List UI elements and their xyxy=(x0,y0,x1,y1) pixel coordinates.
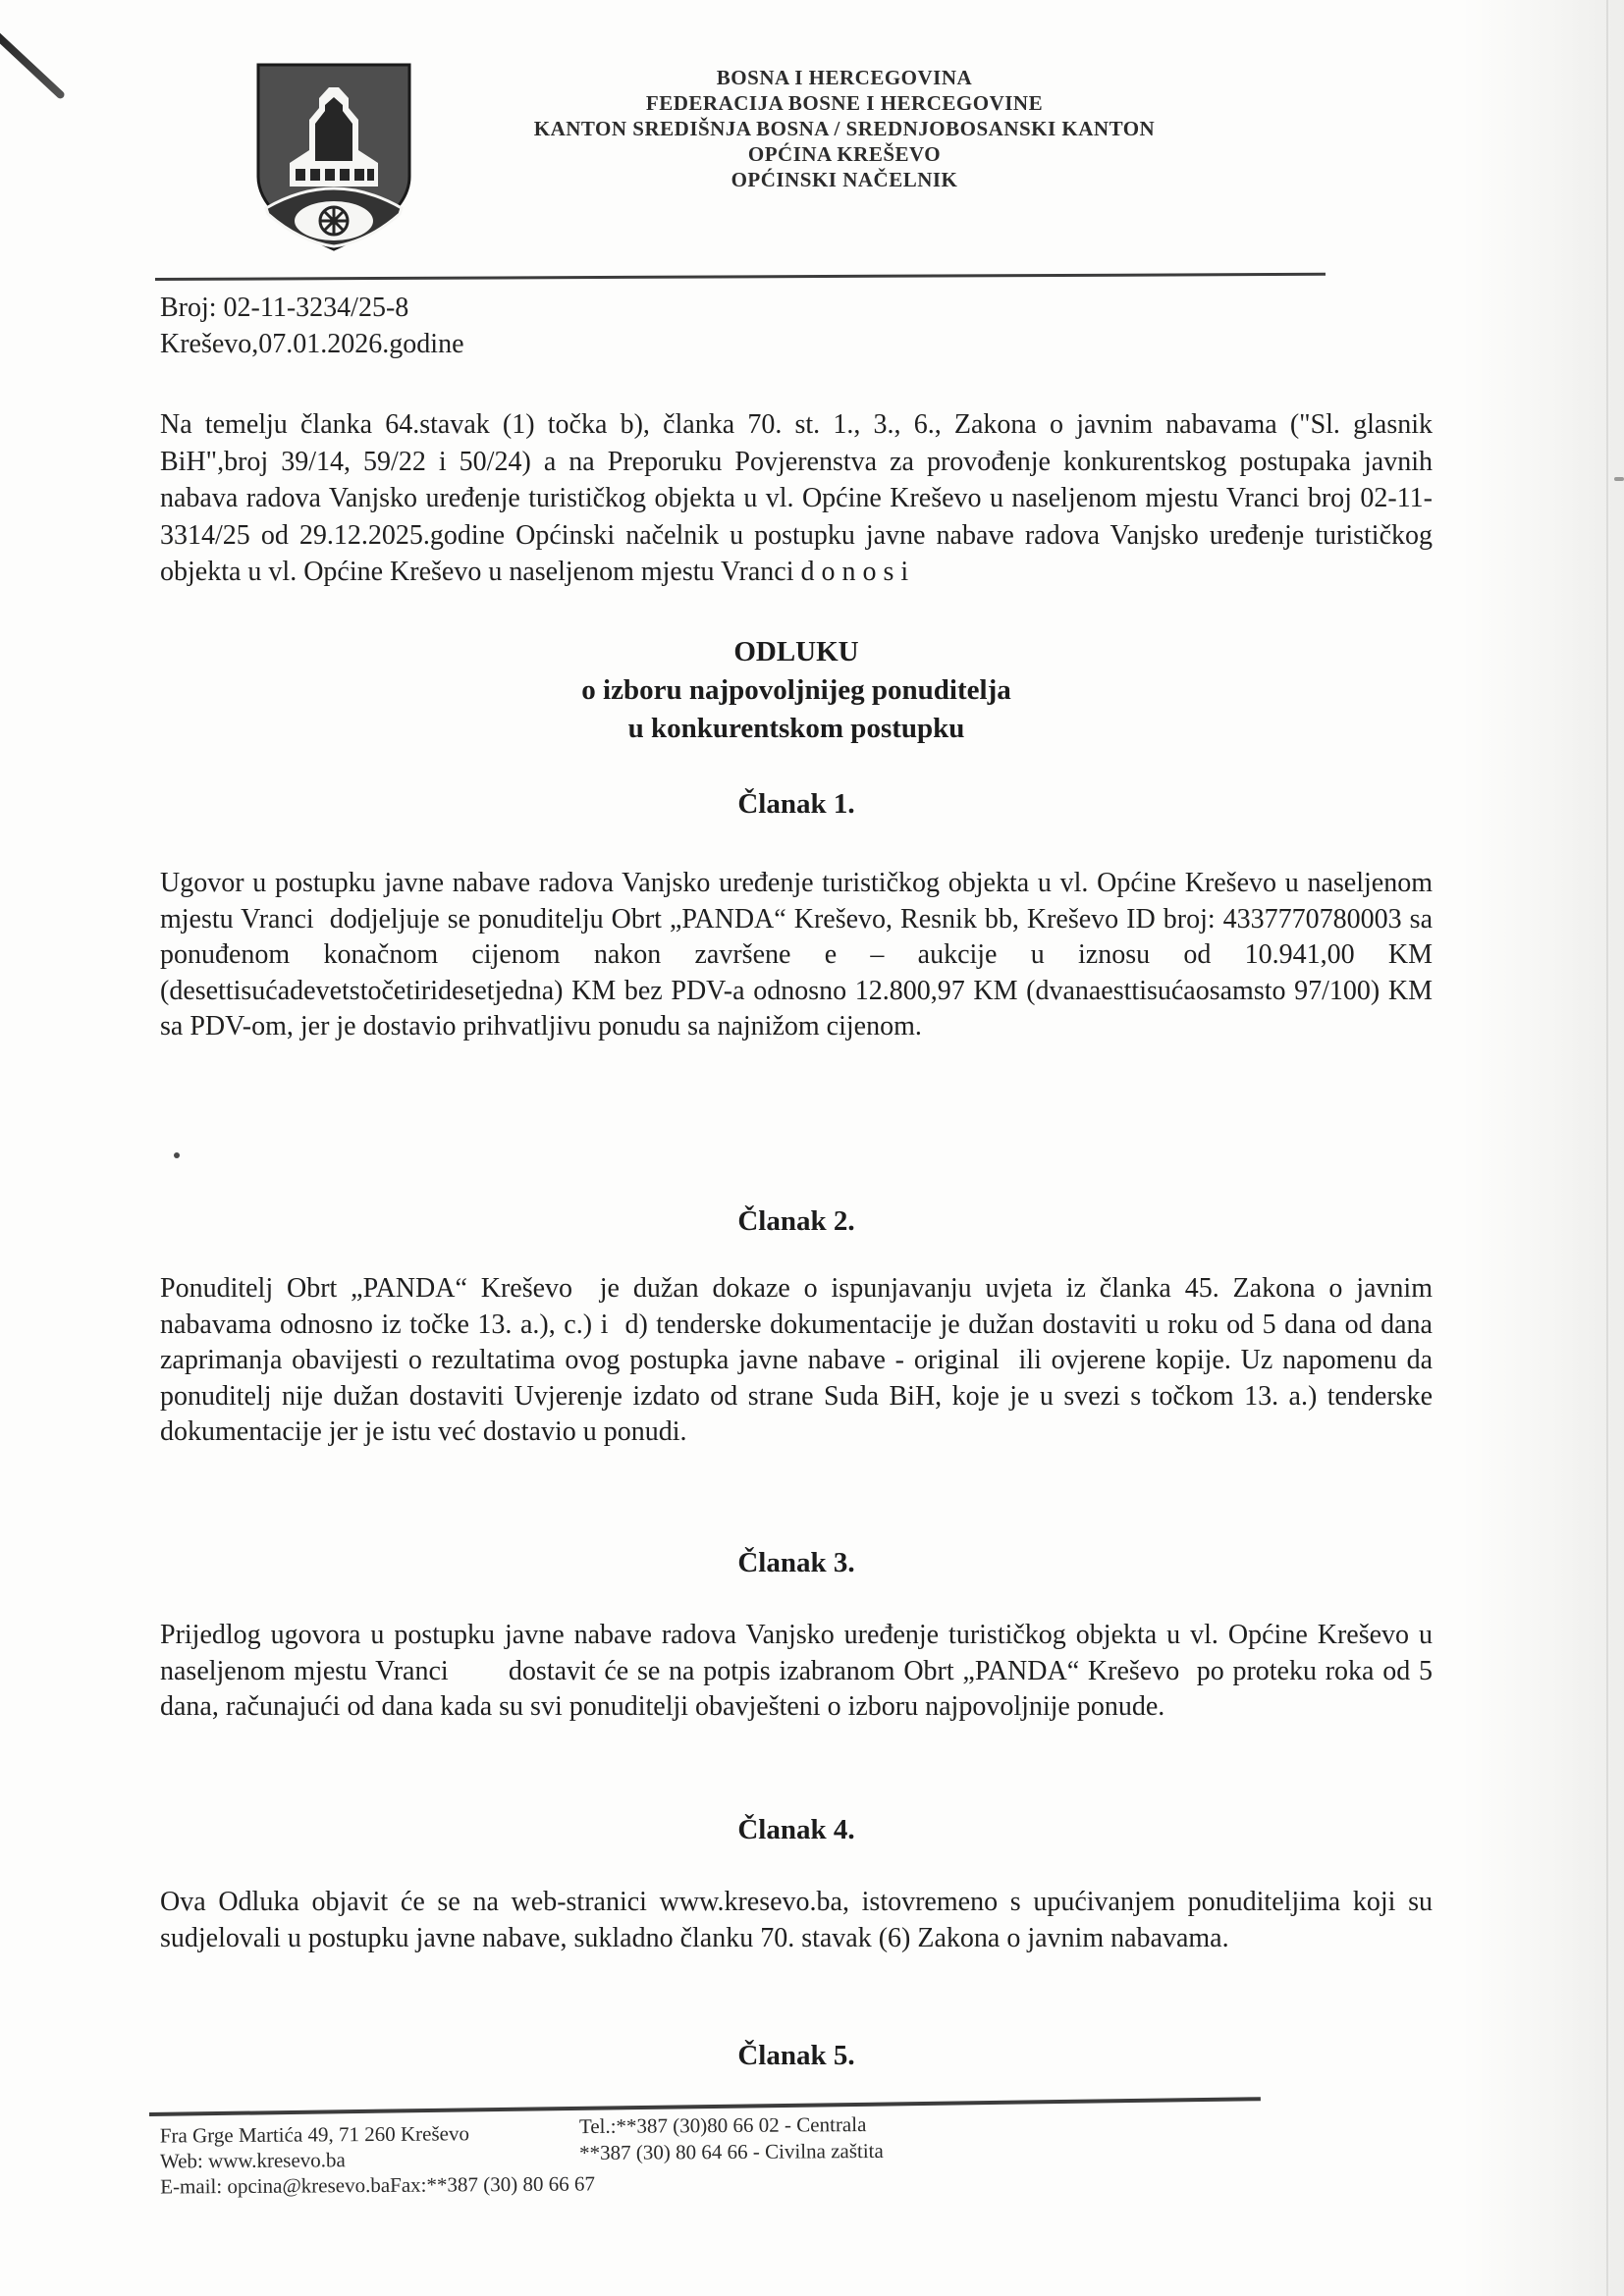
letterhead xyxy=(353,65,1335,192)
footer-phone-civilna-zastita: **387 (30) 80 64 66 - Civilna zaštita xyxy=(579,2138,884,2165)
org-line-federation: FEDERACIJA BOSNE I HERCEGOVINE xyxy=(645,91,1044,115)
article-3-body: Prijedlog ugovora u postupku javne nabave radova Vanjsko uređenje turističkog objekta u vl. Općine Kreševo u naseljenom mjestu Vranci dostavit će se na potpis izabranom Obrt „PANDA“ Kreševo po proteku roka od 5 dana, računajući od dana kada su svi ponuditelji obavješteni o izboru najpovoljnije ponude. xyxy=(160,1620,1433,1722)
footer-phone-centrala: Tel.:**387 (30)80 66 02 - Centrala xyxy=(578,2112,867,2139)
header-divider-line xyxy=(155,273,1326,281)
decision-subtitle-2: u konkurentskom postupku xyxy=(627,713,965,744)
scan-corner-artifact xyxy=(0,27,66,100)
document-date: Kreševo,07.01.2026.godine xyxy=(160,329,464,359)
article-4-heading: Članak 4. xyxy=(737,1814,855,1845)
footer-phone-block xyxy=(579,2111,884,2166)
scan-edge-dash xyxy=(1614,477,1624,481)
org-line-country: BOSNA I HERCEGOVINA xyxy=(716,66,973,89)
decision-subtitle-1: o izboru najpovoljnijeg ponuditelja xyxy=(581,674,1011,706)
article-5-heading: Članak 5. xyxy=(737,2040,855,2071)
article-3-heading: Članak 3. xyxy=(737,1547,855,1578)
decision-title: ODLUKU xyxy=(733,636,859,667)
article-4-body: Ova Odluka objavit će se na web-stranici www.kresevo.ba, istovremeno s upućivanjem ponuditeljima koji su sudjelovali u postupku javne nabave, sukladno članku 70. stavak (6) Zakona o javnim nabavama. xyxy=(160,1887,1433,1953)
document-number: Broj: 02-11-3234/25-8 xyxy=(160,293,409,323)
footer-email-fax: E-mail: opcina@kresevo.baFax:**387 (30) 80 66 67 xyxy=(160,2171,596,2199)
footer-address-block xyxy=(160,2119,595,2199)
footer-street-address: Fra Grge Martića 49, 71 260 Kreševo xyxy=(159,2121,470,2148)
footer-web-address: Web: www.kresevo.ba xyxy=(159,2148,346,2173)
stray-dot-artifact xyxy=(174,1152,180,1158)
decision-title-block xyxy=(160,633,1433,748)
org-line-municipality: OPĆINA KREŠEVO xyxy=(747,142,942,166)
article-2-heading: Članak 2. xyxy=(737,1205,855,1237)
article-1-heading: Članak 1. xyxy=(737,788,855,820)
org-line-canton: KANTON SREDIŠNJA BOSNA / SREDNJOBOSANSKI KANTON xyxy=(533,117,1156,140)
article-1-body: Ugovor u postupku javne nabave radova Vanjsko uređenje turističkog objekta u vl. Općine Kreševo u naseljenom mjestu Vranci dodjeljuje se ponuditelju Obrt „PANDA“ Kreševo, Resnik bb, Kreševo ID broj: 4337770780003 sa ponuđenom konačnom cijenom nakon završene e – aukcije u iznosu od 10.941,00 KM (desettisućadevetstočetiridesetjedna) KM bez PDV-a odnosno 12.800,97 KM (dvanaesttisućaosamsto 97/100) KM sa PDV-om, jer je dostavio prihvatljivu ponudu sa najnižom cijenom. xyxy=(160,868,1433,1041)
preamble-paragraph: Na temelju članka 64.stavak (1) točka b), članka 70. st. 1., 3., 6., Zakona o javnim nabavama ("Sl. glasnik BiH",broj 39/14, 59/22 i 50/24) a na Preporuku Povjerenstva za provođenje konkurentskog postupaka javnih nabava radova Vanjsko uređenje turističkog objekta u vl. Općine Kreševo u naseljenom mjestu Vranci broj 02-11-3314/25 od 29.12.2025.godine Općinski načelnik u postupku javne nabave radova Vanjsko uređenje turističkog objekta u vl. Općine Kreševo u naseljenom mjestu Vranci d o n o s i xyxy=(160,409,1433,587)
scan-edge-line xyxy=(1606,0,1608,2296)
article-2-body: Ponuditelj Obrt „PANDA“ Kreševo je dužan dokaze o ispunjavanju uvjeta iz članka 45. Zakona o javnim nabavama odnosno iz točke 13. a.), c.) i d) tenderske dokumentacije je dužan dostaviti u roku od 5 dana od dana zaprimanja obavijesti o rezultatima ovog postupka javne nabave - original ili ovjerene kopije. Uz napomenu da ponuditelj nije dužan dostaviti Uvjerenje izdato od strane Suda BiH, koje je u svezi s točkom 13. a.) tenderske dokumentacije jer je istu već dostavio u ponudi. xyxy=(160,1273,1433,1447)
org-line-mayor-office: OPĆINSKI NAČELNIK xyxy=(731,168,958,191)
